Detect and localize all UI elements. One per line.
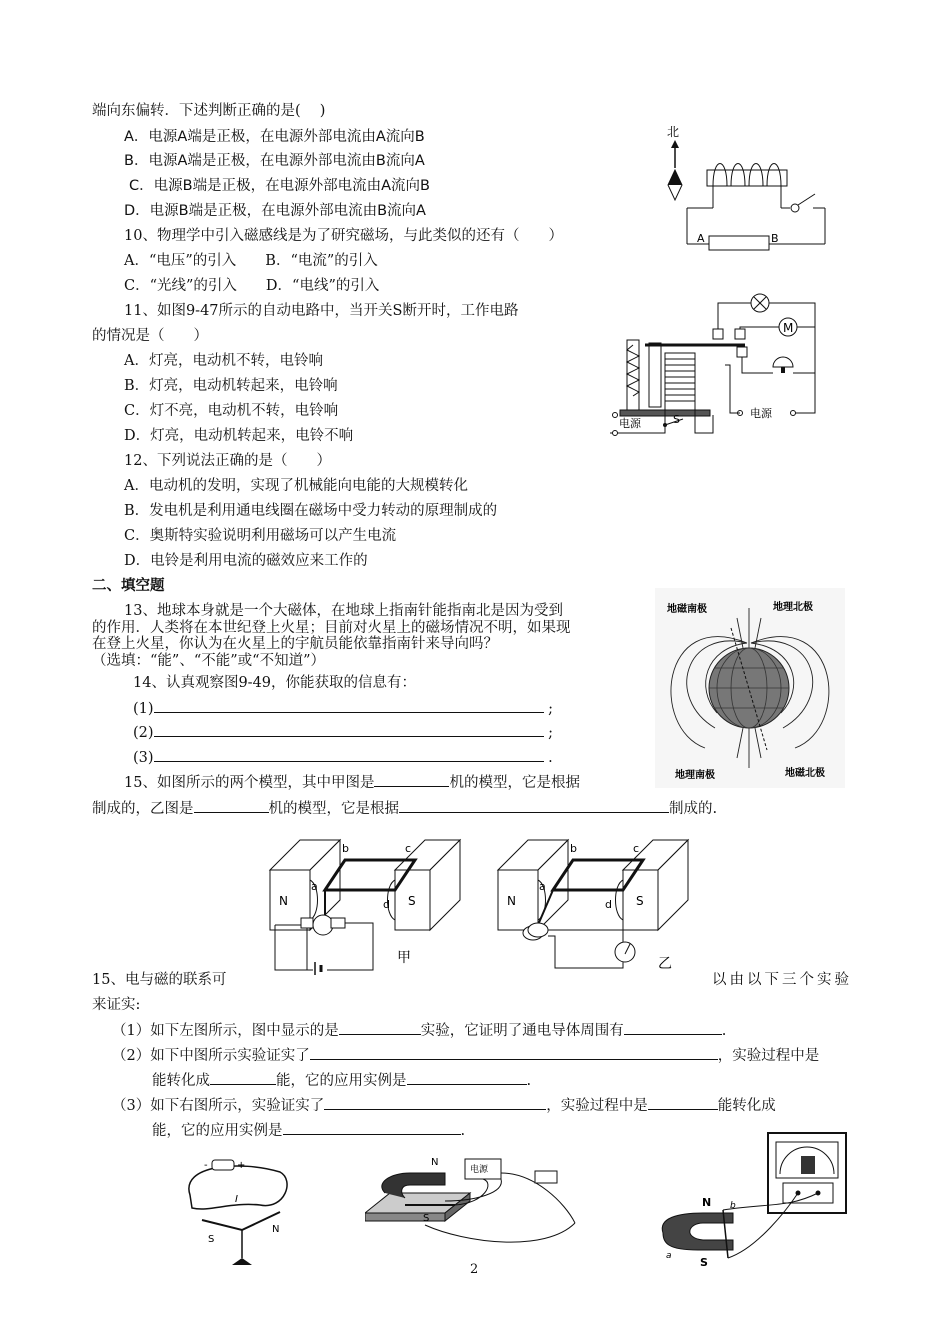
jia-c: c [405, 842, 412, 855]
oersted-experiment-figure [180, 1150, 295, 1270]
q15b-part3-line2: 能，它的应用实例是 . [152, 1120, 465, 1141]
motor-label: M [783, 321, 794, 335]
geo-south-label: 地理南极 [675, 770, 715, 781]
q11-option-c: C．灯不亮，电动机不转，电铃响 [124, 403, 339, 419]
q11-option-b: B．灯亮，电动机转起来，电铃响 [124, 378, 338, 394]
force-on-conductor-figure [365, 1143, 580, 1253]
generator-model-yi [493, 830, 693, 975]
q14-item-1: (1) ; [133, 698, 553, 719]
jia-n: N [279, 894, 288, 908]
q15b-intro-c: 来证实: [92, 997, 141, 1013]
current-label: I [235, 1194, 238, 1205]
q11-option-a: A．灯亮，电动机不转，电铃响 [124, 353, 323, 369]
q9-option-d: D．电源B端是正极，在电源外部电流由B流向A [124, 203, 426, 219]
yi-a: a [539, 880, 546, 893]
mag-north-label: 地磁北极 [785, 768, 825, 779]
mag-south-label: 地磁南极 [667, 604, 707, 615]
power-label-1: 电源 [619, 417, 641, 430]
q9-option-a: A．电源A端是正极，在电源外部电流由A流向B [124, 129, 425, 145]
q9-stem-tail: 端向东偏转．下述判断正确的是( ) [92, 103, 326, 119]
terminal-a: A [697, 232, 705, 245]
q10-stem: 10、物理学中引入磁感线是为了研究磁场，与此类似的还有（ ） [124, 228, 563, 244]
q10-options-row1: A．“电压”的引入 B．“电流”的引入 [124, 253, 378, 269]
q11-option-d: D．灯亮，电动机转起来，电铃不响 [124, 428, 354, 444]
section-title: 二、填空题 [92, 578, 165, 594]
q15b-part2-line2: 能转化成 能，它的应用实例是 . [152, 1070, 531, 1091]
yi-b: b [570, 842, 577, 855]
jia-s: S [408, 894, 416, 908]
right-s: S [700, 1256, 708, 1268]
q9-option-c: C．电源B端是正极，在电源外部电流由A流向B [129, 178, 430, 194]
q14-stem: 14、认真观察图9-49，你能获取的信息有： [133, 675, 417, 691]
q9-option-b: B．电源A端是正极，在电源外部电流由B流向A [124, 153, 425, 169]
right-b: b [730, 1201, 736, 1211]
yi-caption: 乙 [658, 956, 672, 972]
q15b-intro-b: 以由以下三个实验 [712, 972, 852, 988]
q13-line3: 在登上火星，你认为在火星上的宇航员能依靠指南针来导向吗？ [92, 636, 498, 652]
q13-line2: 的作用．人类将在本世纪登上火星；目前对火星上的磁场情况不明，如果现 [92, 620, 571, 636]
q14-item-3: (3) . [133, 747, 553, 768]
power-label-2: 电源 [750, 407, 772, 420]
q14-item-2: (2) ; [133, 722, 553, 743]
yi-n: N [507, 894, 516, 908]
jia-caption: 甲 [397, 950, 411, 966]
power-box-label: 电源 [470, 1165, 489, 1175]
north-label: 北 [667, 125, 680, 139]
q9-circuit-figure [655, 120, 845, 260]
q13-line1: 13、地球本身就是一个大磁体，在地球上指南针能指南北是因为受到 [124, 603, 563, 619]
q11-stem-line2: 的情况是（ ） [92, 328, 208, 344]
q12-option-c: C．奥斯特实验说明利用磁场可以产生电流 [124, 528, 397, 544]
page-number: 2 [470, 1262, 479, 1277]
jia-a: a [311, 880, 318, 893]
svg-text:-: - [204, 1160, 208, 1171]
terminal-b: B [771, 232, 779, 245]
geo-north-label: 地理北极 [773, 602, 813, 613]
earth-magnetic-field-figure [655, 588, 845, 788]
yi-d: d [605, 898, 612, 911]
mid-n: N [431, 1157, 439, 1168]
q15a-line2: 制成的，乙图是 机的模型，它是根据 制成的. [92, 798, 717, 819]
q15b-part1: （1）如下左图所示，图中显示的是 实验，它证明了通电导体周围有 . [112, 1020, 726, 1041]
q12-option-a: A．电动机的发明，实现了机械能向电能的大规模转化 [124, 478, 468, 494]
q12-option-b: B．发电机是利用通电线圈在磁场中受力转动的原理制成的 [124, 503, 498, 519]
q15b-part3-line1: （3）如下右图所示，实验证实了 ，实验过程中是 能转化成 [112, 1095, 776, 1116]
q11-relay-circuit-figure [605, 285, 840, 440]
switch-label: S [673, 413, 680, 426]
motor-model-jia [265, 830, 475, 975]
right-a: a [666, 1251, 672, 1261]
q15b-part2-line1: （2）如下中图所示实验证实了 ，实验过程中是 [112, 1045, 819, 1066]
needle-n: N [272, 1224, 280, 1235]
mid-s: S [423, 1213, 430, 1224]
q12-option-d: D．电铃是利用电流的磁效应来工作的 [124, 553, 368, 569]
yi-s: S [636, 894, 644, 908]
needle-s: S [208, 1234, 215, 1245]
q10-options-row2: C．“光线”的引入 D．“电线”的引入 [124, 278, 380, 294]
q15b-intro-a: 15、电与磁的联系可 [92, 972, 227, 988]
electromagnetic-induction-figure [658, 1128, 853, 1268]
jia-b: b [342, 842, 349, 855]
right-n: N [702, 1196, 712, 1209]
jia-d: d [383, 898, 390, 911]
svg-text:+: + [237, 1160, 246, 1171]
yi-c: c [633, 842, 640, 855]
q11-stem-line1: 11、如图9-47所示的自动电路中，当开关S断开时，工作电路 [124, 303, 519, 319]
q15a-line1: 15、如图所示的两个模型，其中甲图是 机的模型，它是根据 [124, 772, 580, 793]
q13-line4: （选填：“能”、“不能”或“不知道”） [92, 653, 325, 669]
q12-stem: 12、下列说法正确的是（ ） [124, 453, 331, 469]
